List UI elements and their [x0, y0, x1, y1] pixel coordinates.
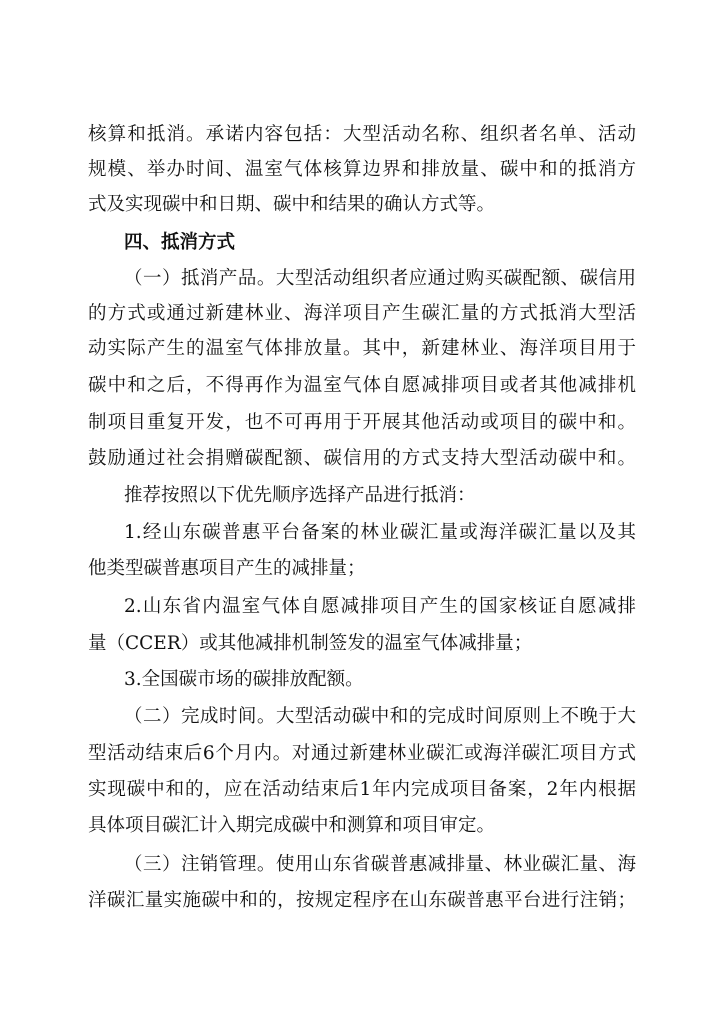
text-line: 规模、举办时间、温室气体核算边界和排放量、碳中和的抵消方 [88, 159, 636, 180]
text-line: 实现碳中和的，应在活动结束后1年内完成项目备案，2年内根据 [88, 779, 636, 800]
text-line: 型活动结束后6个月内。对通过新建林业碳汇或海洋碳汇项目方式 [88, 743, 636, 764]
text-line: 的方式或通过新建林业、海洋项目产生碳汇量的方式抵消大型活 [88, 303, 636, 324]
text-line: 鼓励通过社会捐赠碳配额、碳信用的方式支持大型活动碳中和。 [88, 448, 636, 469]
text-line: 核算和抵消。承诺内容包括：大型活动名称、组织者名单、活动 [88, 124, 636, 145]
text-line: 碳中和之后，不得再作为温室气体自愿减排项目或者其他减排机 [88, 375, 636, 396]
text-line: （二）完成时间。大型活动碳中和的完成时间原则上不晚于大 [124, 706, 636, 727]
text-line: 推荐按照以下优先顺序选择产品进行抵消： [124, 485, 476, 506]
text-line: 他类型碳普惠项目产生的减排量； [88, 558, 366, 579]
text-line: 具体项目碳汇计入期完成碳中和测算和项目审定。 [88, 815, 496, 836]
list-item: 3.全国碳市场的碳排放配额。 [124, 669, 364, 690]
text-line: 动实际产生的温室气体排放量。其中，新建林业、海洋项目用于 [88, 338, 636, 359]
text-line: （一）抵消产品。大型活动组织者应通过购买碳配额、碳信用 [124, 268, 636, 289]
list-item: 1.经山东碳普惠平台备案的林业碳汇量或海洋碳汇量以及其 [124, 522, 636, 543]
list-item: 2.山东省内温室气体自愿减排项目产生的国家核证自愿减排 [124, 596, 636, 617]
text-line: 量（CCER）或其他减排机制签发的温室气体减排量； [88, 633, 533, 654]
text-line: 洋碳汇量实施碳中和的，按规定程序在山东碳普惠平台进行注销； [88, 890, 636, 911]
section-heading: 四、抵消方式 [124, 232, 236, 253]
text-line: （三）注销管理。使用山东省碳普惠减排量、林业碳汇量、海 [124, 854, 636, 875]
text-line: 式及实现碳中和日期、碳中和结果的确认方式等。 [88, 194, 496, 215]
text-line: 制项目重复开发，也不可再用于开展其他活动或项目的碳中和。 [88, 412, 636, 433]
